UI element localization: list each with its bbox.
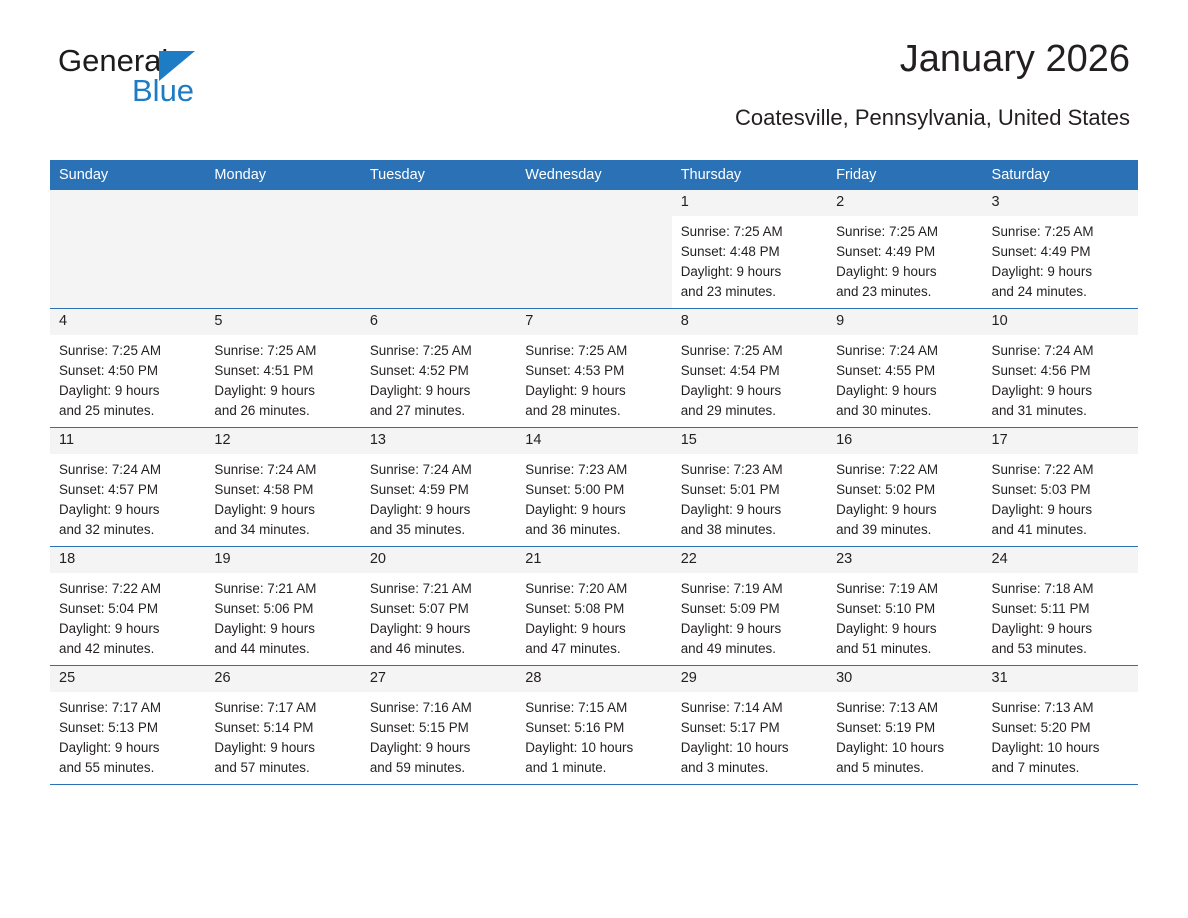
day-cell[interactable]	[516, 547, 671, 666]
generalblue-logo	[58, 45, 258, 115]
day-cell[interactable]	[361, 666, 516, 785]
weekday-header-wednesday: Wednesday	[516, 160, 671, 190]
sunset-text: Sunset: 4:53 PM	[525, 362, 625, 378]
daylight-text-line2: and 38 minutes.	[680, 521, 776, 537]
sunset-text: Sunset: 4:49 PM	[836, 243, 936, 259]
sunset-text: Sunset: 5:02 PM	[836, 481, 936, 497]
daylight-text-line1: Daylight: 9 hours	[59, 501, 160, 517]
day-number: 30	[827, 666, 982, 692]
day-cell[interactable]	[516, 666, 671, 785]
sunrise-text: Sunrise: 7:21 AM	[369, 580, 472, 596]
sunrise-text: Sunrise: 7:15 AM	[525, 699, 628, 715]
day-details	[983, 335, 1138, 421]
daylight-text-line1: Daylight: 10 hours	[991, 739, 1100, 755]
day-number: 16	[827, 428, 982, 454]
sunrise-text: Sunrise: 7:23 AM	[680, 461, 783, 477]
sunrise-text: Sunrise: 7:25 AM	[991, 223, 1094, 239]
sunset-text: Sunset: 5:14 PM	[214, 719, 314, 735]
sunset-text: Sunset: 5:15 PM	[369, 719, 469, 735]
sunset-text: Sunset: 5:03 PM	[991, 481, 1091, 497]
day-cell-empty	[205, 190, 360, 309]
day-number: 3	[983, 190, 1138, 216]
daylight-text-line1: Daylight: 9 hours	[369, 382, 471, 398]
daylight-text-line2: and 44 minutes.	[214, 640, 310, 656]
calendar-table	[50, 160, 1138, 785]
daylight-text-line2: and 39 minutes.	[836, 521, 932, 537]
sunset-text: Sunset: 5:19 PM	[836, 719, 936, 735]
sunrise-text: Sunrise: 7:23 AM	[525, 461, 628, 477]
daylight-text-line2: and 41 minutes.	[991, 521, 1087, 537]
daylight-text-line2: and 32 minutes.	[59, 521, 155, 537]
daylight-text-line2: and 55 minutes.	[59, 759, 155, 775]
daylight-text-line1: Daylight: 9 hours	[680, 501, 782, 517]
day-cell[interactable]	[827, 666, 982, 785]
day-details	[672, 335, 827, 421]
day-cell[interactable]	[983, 666, 1138, 785]
day-number: 10	[983, 309, 1138, 335]
sunset-text: Sunset: 5:09 PM	[680, 600, 780, 616]
sunset-text: Sunset: 4:52 PM	[369, 362, 469, 378]
daylight-text-line2: and 53 minutes.	[991, 640, 1087, 656]
calendar-week-row	[50, 547, 1138, 666]
page-header	[50, 0, 1138, 130]
daylight-text-line1: Daylight: 9 hours	[836, 620, 937, 636]
daylight-text-line1: Daylight: 9 hours	[214, 501, 315, 517]
sunrise-text: Sunrise: 7:16 AM	[369, 699, 472, 715]
day-number: 22	[672, 547, 827, 573]
day-details	[50, 454, 205, 540]
sunrise-text: Sunrise: 7:22 AM	[991, 461, 1094, 477]
day-details	[827, 454, 982, 540]
day-number: 14	[516, 428, 671, 454]
daylight-text-line2: and 30 minutes.	[836, 402, 932, 418]
sunrise-text: Sunrise: 7:24 AM	[59, 461, 161, 477]
daylight-text-line1: Daylight: 9 hours	[991, 620, 1093, 636]
day-details	[983, 216, 1138, 302]
sunset-text: Sunset: 5:17 PM	[680, 719, 780, 735]
daylight-text-line1: Daylight: 10 hours	[836, 739, 945, 755]
daylight-text-line1: Daylight: 9 hours	[59, 620, 160, 636]
day-cell[interactable]	[205, 666, 360, 785]
day-cell[interactable]	[672, 309, 827, 428]
day-details	[516, 335, 671, 421]
sunrise-text: Sunrise: 7:13 AM	[836, 699, 939, 715]
day-number: 12	[205, 428, 360, 454]
day-number: 21	[516, 547, 671, 573]
daylight-text-line2: and 35 minutes.	[369, 521, 466, 537]
day-details	[672, 573, 827, 659]
day-number: 23	[827, 547, 982, 573]
daylight-text-line2: and 28 minutes.	[525, 402, 621, 418]
sunset-text: Sunset: 5:10 PM	[836, 600, 936, 616]
daylight-text-line1: Daylight: 9 hours	[369, 501, 471, 517]
day-cell[interactable]	[205, 428, 360, 547]
day-details	[983, 573, 1138, 659]
sunset-text: Sunset: 4:54 PM	[680, 362, 780, 378]
sunrise-text: Sunrise: 7:17 AM	[59, 699, 161, 715]
sunset-text: Sunset: 4:55 PM	[836, 362, 936, 378]
daylight-text-line2: and 47 minutes.	[525, 640, 621, 656]
day-number: 26	[205, 666, 360, 692]
day-number: 19	[205, 547, 360, 573]
sunrise-text: Sunrise: 7:21 AM	[214, 580, 317, 596]
logo-text-blue: Blue	[132, 73, 195, 108]
calendar-week-row	[50, 309, 1138, 428]
sunset-text: Sunset: 5:00 PM	[525, 481, 625, 497]
day-number: 31	[983, 666, 1138, 692]
daylight-text-line2: and 36 minutes.	[525, 521, 621, 537]
day-number: 15	[672, 428, 827, 454]
weekday-header-monday: Monday	[205, 160, 360, 190]
day-number: 29	[672, 666, 827, 692]
day-details	[672, 692, 827, 778]
sunrise-text: Sunrise: 7:24 AM	[214, 461, 317, 477]
day-number: 8	[672, 309, 827, 335]
sunset-text: Sunset: 5:07 PM	[369, 600, 469, 616]
day-cell[interactable]	[50, 666, 205, 785]
sunset-text: Sunset: 4:50 PM	[59, 362, 158, 378]
day-details	[827, 573, 982, 659]
sunrise-text: Sunrise: 7:20 AM	[525, 580, 628, 596]
day-cell[interactable]	[361, 428, 516, 547]
daylight-text-line2: and 5 minutes.	[836, 759, 924, 775]
sunset-text: Sunset: 5:06 PM	[214, 600, 314, 616]
sunrise-text: Sunrise: 7:24 AM	[836, 342, 939, 358]
day-details	[361, 692, 516, 778]
calendar-week-row	[50, 190, 1138, 309]
day-number: 4	[50, 309, 205, 335]
daylight-text-line1: Daylight: 9 hours	[369, 620, 471, 636]
day-details	[361, 335, 516, 421]
daylight-text-line1: Daylight: 9 hours	[214, 382, 315, 398]
day-cell[interactable]	[361, 547, 516, 666]
day-details	[50, 692, 205, 778]
day-number: 20	[361, 547, 516, 573]
sunrise-text: Sunrise: 7:25 AM	[680, 223, 783, 239]
day-cell[interactable]	[983, 547, 1138, 666]
daylight-text-line2: and 27 minutes.	[369, 402, 466, 418]
day-cell[interactable]	[50, 309, 205, 428]
sunrise-text: Sunrise: 7:13 AM	[991, 699, 1094, 715]
day-cell[interactable]	[983, 190, 1138, 309]
sunrise-text: Sunrise: 7:19 AM	[680, 580, 783, 596]
day-number: 25	[50, 666, 205, 692]
day-details	[361, 454, 516, 540]
day-number: 11	[50, 428, 205, 454]
location-subtitle: Coatesville, Pennsylvania, United States	[735, 105, 1130, 130]
daylight-text-line2: and 31 minutes.	[991, 402, 1087, 418]
sunrise-text: Sunrise: 7:19 AM	[836, 580, 939, 596]
day-number: 24	[983, 547, 1138, 573]
day-details	[50, 573, 205, 659]
daylight-text-line1: Daylight: 9 hours	[991, 501, 1093, 517]
daylight-text-line1: Daylight: 9 hours	[680, 382, 782, 398]
sunrise-text: Sunrise: 7:24 AM	[369, 461, 472, 477]
day-details	[672, 454, 827, 540]
day-details	[516, 692, 671, 778]
sunset-text: Sunset: 5:08 PM	[525, 600, 625, 616]
sunset-text: Sunset: 5:13 PM	[59, 719, 158, 735]
day-number: 2	[827, 190, 982, 216]
day-cell[interactable]	[205, 309, 360, 428]
sunset-text: Sunset: 4:49 PM	[991, 243, 1091, 259]
day-details	[205, 454, 360, 540]
day-details	[827, 216, 982, 302]
daylight-text-line2: and 29 minutes.	[680, 402, 776, 418]
day-details	[983, 692, 1138, 778]
sunrise-text: Sunrise: 7:22 AM	[59, 580, 161, 596]
daylight-text-line2: and 46 minutes.	[369, 640, 466, 656]
sunrise-text: Sunrise: 7:25 AM	[59, 342, 161, 358]
day-cell[interactable]	[205, 547, 360, 666]
day-details	[983, 454, 1138, 540]
calendar-week-row	[50, 666, 1138, 785]
day-details	[205, 335, 360, 421]
sunrise-text: Sunrise: 7:25 AM	[214, 342, 317, 358]
daylight-text-line1: Daylight: 10 hours	[680, 739, 789, 755]
sunrise-text: Sunrise: 7:24 AM	[991, 342, 1094, 358]
day-cell-empty	[50, 190, 205, 309]
daylight-text-line1: Daylight: 9 hours	[525, 620, 626, 636]
weekday-header-tuesday: Tuesday	[361, 160, 516, 190]
day-number: 6	[361, 309, 516, 335]
daylight-text-line2: and 24 minutes.	[991, 283, 1087, 299]
day-details	[672, 216, 827, 302]
day-number: 13	[361, 428, 516, 454]
daylight-text-line2: and 57 minutes.	[214, 759, 310, 775]
daylight-text-line2: and 7 minutes.	[991, 759, 1080, 775]
daylight-text-line2: and 49 minutes.	[680, 640, 776, 656]
calendar-header-row	[50, 160, 1138, 190]
daylight-text-line1: Daylight: 9 hours	[991, 382, 1093, 398]
day-details	[50, 335, 205, 421]
sunset-text: Sunset: 5:04 PM	[59, 600, 158, 616]
daylight-text-line1: Daylight: 9 hours	[836, 263, 937, 279]
day-number: 28	[516, 666, 671, 692]
daylight-text-line2: and 59 minutes.	[369, 759, 466, 775]
sunrise-text: Sunrise: 7:25 AM	[680, 342, 783, 358]
logo-text-general: General	[58, 43, 169, 78]
daylight-text-line1: Daylight: 9 hours	[214, 739, 315, 755]
sunrise-text: Sunrise: 7:14 AM	[680, 699, 783, 715]
daylight-text-line2: and 51 minutes.	[836, 640, 932, 656]
day-cell-empty	[361, 190, 516, 309]
day-cell[interactable]	[827, 309, 982, 428]
sunrise-text: Sunrise: 7:25 AM	[369, 342, 472, 358]
day-details	[205, 692, 360, 778]
daylight-text-line1: Daylight: 9 hours	[59, 739, 160, 755]
day-cell[interactable]	[50, 428, 205, 547]
daylight-text-line1: Daylight: 9 hours	[836, 382, 937, 398]
daylight-text-line1: Daylight: 9 hours	[214, 620, 315, 636]
weekday-header-thursday: Thursday	[672, 160, 827, 190]
sunset-text: Sunset: 4:58 PM	[214, 481, 314, 497]
weekday-header-saturday: Saturday	[983, 160, 1138, 190]
sunset-text: Sunset: 5:11 PM	[991, 600, 1090, 616]
day-cell[interactable]	[361, 309, 516, 428]
day-cell[interactable]	[827, 547, 982, 666]
day-number: 1	[672, 190, 827, 216]
sunset-text: Sunset: 5:16 PM	[525, 719, 625, 735]
day-number: 27	[361, 666, 516, 692]
day-cell[interactable]	[50, 547, 205, 666]
sunset-text: Sunset: 4:57 PM	[59, 481, 158, 497]
day-details	[361, 573, 516, 659]
sunset-text: Sunset: 5:01 PM	[680, 481, 780, 497]
day-cell[interactable]	[827, 190, 982, 309]
daylight-text-line1: Daylight: 9 hours	[680, 263, 782, 279]
daylight-text-line1: Daylight: 9 hours	[525, 382, 626, 398]
weekday-header-sunday: Sunday	[50, 160, 205, 190]
day-cell[interactable]	[827, 428, 982, 547]
day-number: 7	[516, 309, 671, 335]
daylight-text-line1: Daylight: 9 hours	[680, 620, 782, 636]
day-cell[interactable]	[983, 309, 1138, 428]
sunrise-text: Sunrise: 7:18 AM	[991, 580, 1094, 596]
day-cell-empty	[516, 190, 671, 309]
daylight-text-line1: Daylight: 9 hours	[991, 263, 1093, 279]
weekday-header-friday: Friday	[827, 160, 982, 190]
day-details	[205, 573, 360, 659]
daylight-text-line2: and 23 minutes.	[836, 283, 932, 299]
page-title: January 2026	[899, 38, 1130, 80]
day-details	[827, 692, 982, 778]
day-cell[interactable]	[516, 428, 671, 547]
sunset-text: Sunset: 4:48 PM	[680, 243, 780, 259]
day-cell[interactable]	[672, 190, 827, 309]
day-number: 17	[983, 428, 1138, 454]
daylight-text-line2: and 42 minutes.	[59, 640, 155, 656]
sunrise-text: Sunrise: 7:22 AM	[836, 461, 939, 477]
daylight-text-line1: Daylight: 9 hours	[369, 739, 471, 755]
sunset-text: Sunset: 4:59 PM	[369, 481, 469, 497]
day-cell[interactable]	[516, 309, 671, 428]
day-details	[516, 573, 671, 659]
daylight-text-line1: Daylight: 9 hours	[59, 382, 160, 398]
sunrise-text: Sunrise: 7:25 AM	[525, 342, 628, 358]
sunrise-text: Sunrise: 7:17 AM	[214, 699, 317, 715]
sunrise-text: Sunrise: 7:25 AM	[836, 223, 939, 239]
sunset-text: Sunset: 5:20 PM	[991, 719, 1091, 735]
calendar-week-row	[50, 428, 1138, 547]
daylight-text-line2: and 26 minutes.	[214, 402, 310, 418]
day-cell[interactable]	[672, 547, 827, 666]
sunset-text: Sunset: 4:56 PM	[991, 362, 1091, 378]
daylight-text-line1: Daylight: 9 hours	[525, 501, 626, 517]
day-cell[interactable]	[672, 666, 827, 785]
day-details	[516, 454, 671, 540]
daylight-text-line1: Daylight: 10 hours	[525, 739, 634, 755]
sunset-text: Sunset: 4:51 PM	[214, 362, 314, 378]
day-cell[interactable]	[983, 428, 1138, 547]
day-number: 18	[50, 547, 205, 573]
daylight-text-line2: and 23 minutes.	[680, 283, 776, 299]
daylight-text-line2: and 25 minutes.	[59, 402, 155, 418]
day-details	[827, 335, 982, 421]
day-number: 5	[205, 309, 360, 335]
daylight-text-line1: Daylight: 9 hours	[836, 501, 937, 517]
day-cell[interactable]	[672, 428, 827, 547]
daylight-text-line2: and 34 minutes.	[214, 521, 310, 537]
day-number: 9	[827, 309, 982, 335]
daylight-text-line2: and 3 minutes.	[680, 759, 769, 775]
daylight-text-line2: and 1 minute.	[525, 759, 607, 775]
